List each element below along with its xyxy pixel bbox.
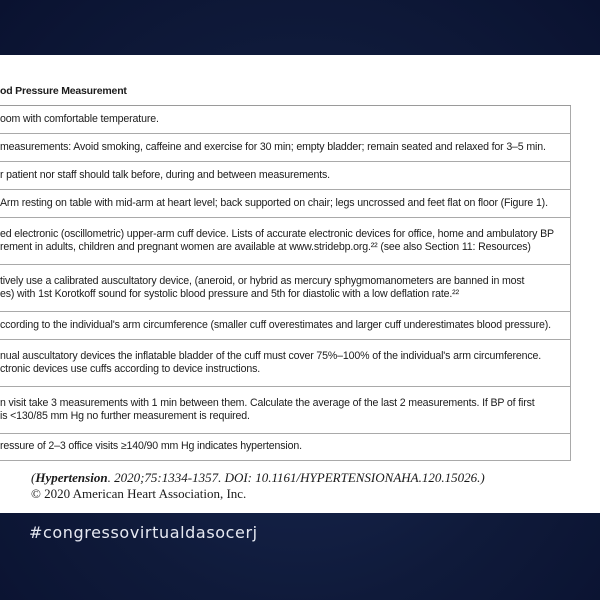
- citation-details: . 2020;75:1334-1357. DOI: 10.1161/HYPERTENSIONAHA.120.15026.): [107, 470, 485, 485]
- journal-name: Hypertension: [35, 470, 108, 485]
- table-title: od Pressure Measurement: [0, 85, 127, 97]
- table-row: [0, 387, 571, 434]
- table-row: [0, 434, 571, 461]
- table-row: [0, 106, 571, 134]
- row-text: nual auscultatory devices the inflatable bladder of the cuff must cover 75%–100% of the individual's arm circumference. ctronic devices use cuffs according to device instructions.: [0, 349, 542, 375]
- row-text: r patient nor staff should talk before, during and between measurements.: [0, 168, 330, 181]
- citation-reference: (Hypertension. 2020;75:1334-1357. DOI: 10.1161/HYPERTENSIONAHA.120.15026.): [31, 470, 485, 485]
- hashtag: #congressovirtualdasocerj: [29, 523, 258, 542]
- row-text: n visit take 3 measurements with 1 min between them. Calculate the average of the last 2 measurements. If BP of first is <130/85 mm Hg no further measurement is required.: [0, 396, 535, 422]
- table-row: [0, 190, 571, 218]
- table-row: [0, 134, 571, 162]
- row-text: ed electronic (oscillometric) upper-arm cuff device. Lists of accurate electronic devices for office, home and ambulatory BP rement in adults, children and pregnant women are available at www.stridebp.org.²² (see also Section 11: Resources): [0, 227, 554, 253]
- row-text: oom with comfortable temperature.: [0, 112, 159, 125]
- row-text: tively use a calibrated auscultatory device, (aneroid, or hybrid as mercury sphygmomanometers are banned in most es) with 1st Korotkoff sound for systolic blood pressure and 5th for diastolic with a low deflation rate.²²: [0, 274, 525, 300]
- table-row: [0, 162, 571, 190]
- table-row: [0, 218, 571, 265]
- measurement-table: [0, 105, 571, 461]
- citation: [31, 470, 485, 502]
- row-text: ccording to the individual's arm circumference (smaller cuff overestimates and larger cuff underestimates blood pressure).: [0, 318, 551, 331]
- table-row: [0, 265, 571, 312]
- slide: [0, 55, 600, 513]
- copyright: © 2020 American Heart Association, Inc.: [31, 486, 247, 501]
- row-text: ressure of 2–3 office visits ≥140/90 mm Hg indicates hypertension.: [0, 440, 302, 453]
- table-row: [0, 312, 571, 340]
- row-text: measurements: Avoid smoking, caffeine and exercise for 30 min; empty bladder; remain seated and relaxed for 3–5 min.: [0, 140, 546, 153]
- row-text: Arm resting on table with mid-arm at heart level; back supported on chair; legs uncrossed and feet flat on floor (Figure 1).: [0, 196, 548, 209]
- table-row: [0, 340, 571, 387]
